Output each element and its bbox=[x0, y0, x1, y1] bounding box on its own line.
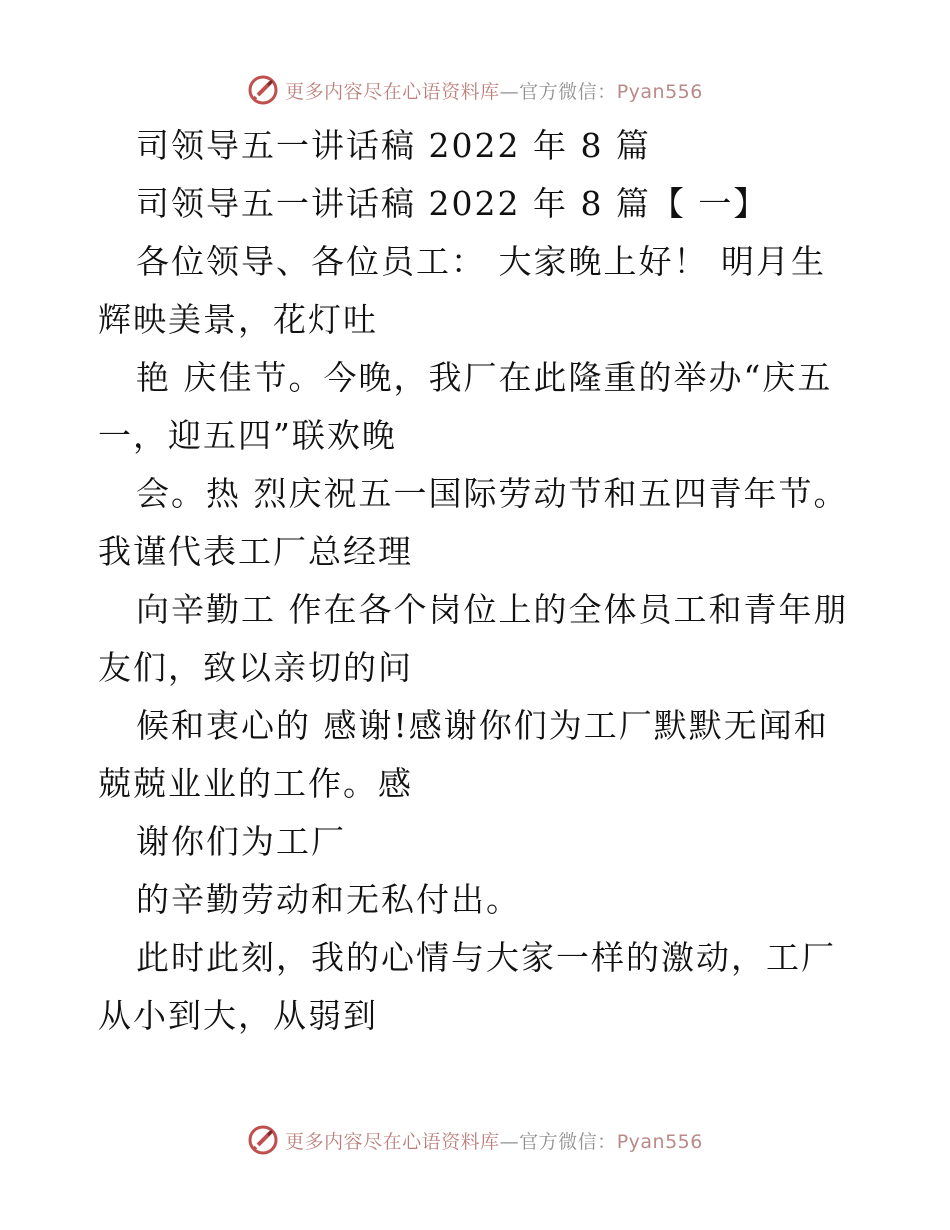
footer-official-label: 官方微信： bbox=[519, 1130, 617, 1153]
document-title: 司领导五一讲话稿 2022 年 8 篇 bbox=[136, 126, 651, 165]
paragraph-6: 谢你们为工厂 bbox=[136, 822, 346, 861]
paragraph-5: 候和衷心的 感谢!感谢你们为工厂默默无闻和兢兢业业的工作。感 bbox=[98, 706, 829, 803]
footer-account: Pyan556 bbox=[616, 1130, 703, 1153]
header-brand-text: 更多内容尽在心语资料库 bbox=[285, 80, 500, 103]
paragraph-4: 向辛勤工 作在各个岗位上的全体员工和青年朋友们，致以亲切的问 bbox=[98, 590, 849, 687]
header-account: Pyan556 bbox=[616, 80, 703, 103]
paragraph-2: 艳 庆佳节。今晚，我厂在此隆重的举办“庆五一，迎五四”联欢晚 bbox=[98, 358, 833, 455]
header-official-label: 官方微信： bbox=[519, 80, 617, 103]
paragraph-7: 的辛勤劳动和无私付出。 bbox=[136, 880, 521, 919]
header-banner-text bbox=[285, 77, 703, 104]
paragraph-1: 各位领导、各位员工： 大家晚上好！ 明月生辉映美景，花灯吐 bbox=[98, 242, 826, 339]
paragraph-8: 此时此刻，我的心情与大家一样的激动，工厂从小到大，从弱到 bbox=[98, 938, 836, 1035]
footer-brand-text: 更多内容尽在心语资料库 bbox=[285, 1130, 500, 1153]
footer-banner-text bbox=[285, 1127, 703, 1154]
brand-logo-icon bbox=[247, 1124, 279, 1156]
footer-dash: — bbox=[499, 1130, 520, 1153]
footer-banner bbox=[0, 1122, 950, 1158]
section-heading: 司领导五一讲话稿 2022 年 8 篇【 一】 bbox=[136, 184, 769, 223]
paragraph-3: 会。热 烈庆祝五一国际劳动节和五四青年节。我谨代表工厂总经理 bbox=[98, 474, 849, 571]
header-banner bbox=[0, 72, 950, 108]
brand-logo-icon bbox=[247, 74, 279, 106]
document-body bbox=[98, 117, 858, 1045]
header-dash: — bbox=[499, 80, 520, 103]
